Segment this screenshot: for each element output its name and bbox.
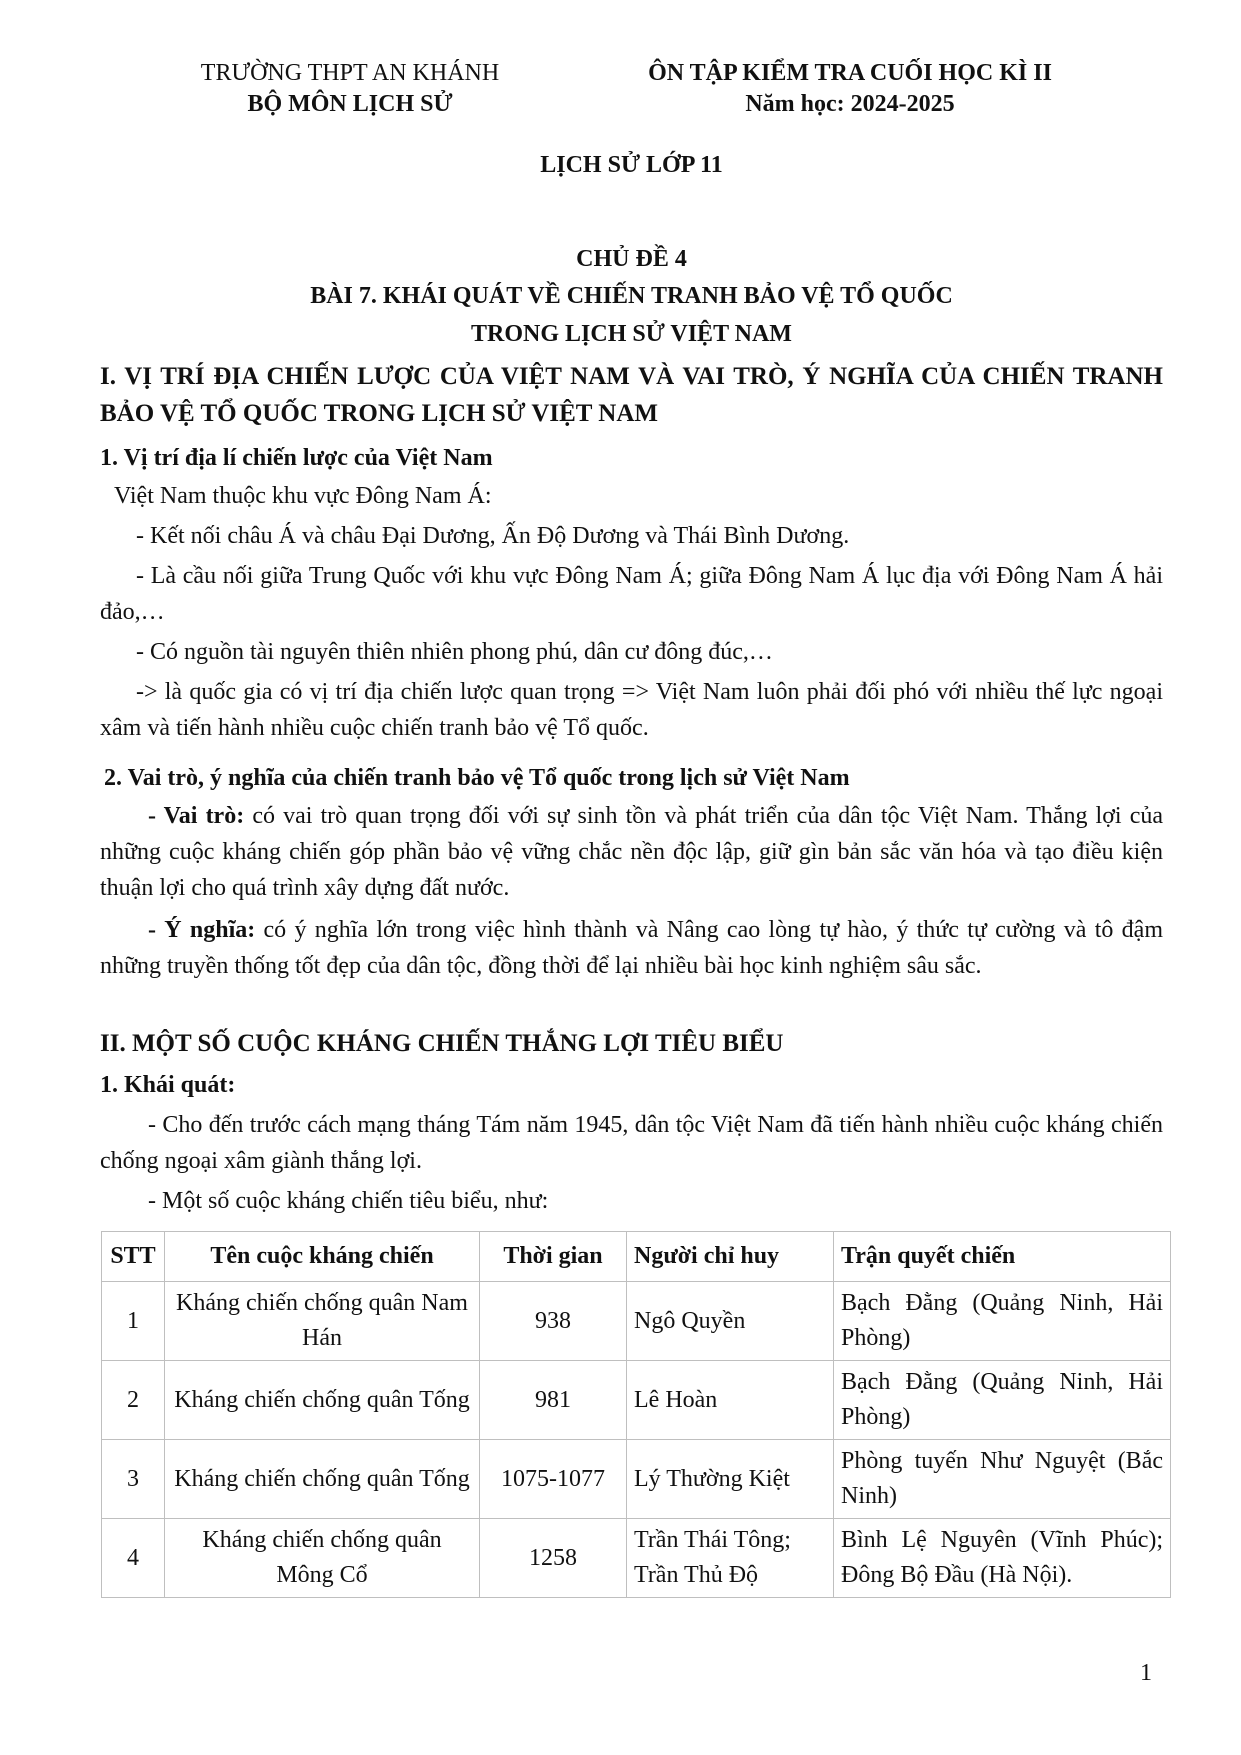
section1-sub1-body <box>100 478 1163 746</box>
section1-sub1-heading: 1. Vị trí địa lí chiến lược của Việt Nam <box>100 445 493 471</box>
table-row <box>102 1440 1171 1519</box>
section2-sub1-heading: 1. Khái quát: <box>100 1072 236 1098</box>
col-header-stt: STT <box>102 1232 165 1282</box>
cell-commander: Lý Thường Kiệt <box>627 1440 834 1519</box>
role-text: có vai trò quan trọng đối với sự sinh tồn và phát triển của dân tộc Việt Nam. Thắng lợi của những cuộc kháng chiến góp phần bảo vệ vững chắc nền độc lập, giữ gìn bản sắc văn hóa và tạo điều kiện thuận lợi cho quá trình xây dựng đất nước. <box>100 803 1163 901</box>
examples-intro: - Một số cuộc kháng chiến tiêu biểu, như: <box>148 1188 549 1214</box>
overview-paragraph: - Cho đến trước cách mạng tháng Tám năm 1945, dân tộc Việt Nam đã tiến hành nhiều cuộc kháng chiến chống ngoại xâm giành thắng lợi. <box>100 1112 1163 1174</box>
cell-battle: Phòng tuyến Như Nguyệt (Bắc Ninh) <box>834 1440 1171 1519</box>
col-header-time: Thời gian <box>480 1232 627 1282</box>
lesson-title-line1: BÀI 7. KHÁI QUÁT VỀ CHIẾN TRANH BẢO VỆ TỔ QUỐC <box>310 283 953 309</box>
cell-battle: Bạch Đằng (Quảng Ninh, Hải Phòng) <box>834 1282 1171 1361</box>
col-header-name: Tên cuộc kháng chiến <box>165 1232 480 1282</box>
lesson-title-line2: TRONG LỊCH SỬ VIỆT NAM <box>471 321 792 347</box>
page-number: 1 <box>1140 1660 1152 1686</box>
section1-sub2-body <box>100 798 1163 984</box>
resistance-wars-table <box>101 1231 1171 1598</box>
department-name: BỘ MÔN LỊCH SỬ <box>247 91 453 117</box>
col-header-battle: Trận quyết chiến <box>834 1232 1171 1282</box>
role-paragraph <box>100 798 1163 906</box>
cell-name: Kháng chiến chống quân Tống <box>165 1361 480 1440</box>
cell-battle: Bình Lệ Nguyên (Vĩnh Phúc); Đông Bộ Đầu (Hà Nội). <box>834 1519 1171 1598</box>
cell-stt: 3 <box>102 1440 165 1519</box>
cell-time: 1258 <box>480 1519 627 1598</box>
bullet-bridge: - Là cầu nối giữa Trung Quốc với khu vực Đông Nam Á; giữa Đông Nam Á lục địa với Đông Nam Á hải đảo,… <box>100 563 1163 625</box>
school-name: TRƯỜNG THPT AN KHÁNH <box>200 60 500 86</box>
subject-title: LỊCH SỬ LỚP 11 <box>540 152 723 178</box>
cell-stt: 2 <box>102 1361 165 1440</box>
cell-time: 1075-1077 <box>480 1440 627 1519</box>
intro-text: Việt Nam thuộc khu vực Đông Nam Á: <box>114 483 492 509</box>
cell-name: Kháng chiến chống quân Mông Cổ <box>165 1519 480 1598</box>
section2-sub1-body <box>100 1107 1163 1219</box>
cell-commander: Trần Thái Tông; Trần Thủ Độ <box>627 1519 834 1598</box>
table-row <box>102 1282 1171 1361</box>
conclusion-text: -> là quốc gia có vị trí địa chiến lược quan trọng => Việt Nam luôn phải đối phó với nhiều thế lực ngoại xâm và tiến hành nhiều cuộc chiến tranh bảo vệ Tổ quốc. <box>100 679 1163 741</box>
table-header-row <box>102 1232 1171 1282</box>
section2-heading: II. MỘT SỐ CUỘC KHÁNG CHIẾN THẮNG LỢI TIÊU BIỂU <box>100 1030 784 1057</box>
cell-battle: Bạch Đằng (Quảng Ninh, Hải Phòng) <box>834 1361 1171 1440</box>
section1-sub2-heading: 2. Vai trò, ý nghĩa của chiến tranh bảo vệ Tổ quốc trong lịch sử Việt Nam <box>104 765 850 791</box>
bullet-resources: - Có nguồn tài nguyên thiên nhiên phong phú, dân cư đông đúc,… <box>136 639 773 665</box>
cell-name: Kháng chiến chống quân Tống <box>165 1440 480 1519</box>
topic-title: CHỦ ĐỀ 4 <box>576 246 687 272</box>
meaning-paragraph <box>100 912 1163 984</box>
table-row <box>102 1361 1171 1440</box>
cell-commander: Lê Hoàn <box>627 1361 834 1440</box>
col-header-commander: Người chỉ huy <box>627 1232 834 1282</box>
cell-stt: 4 <box>102 1519 165 1598</box>
role-label: - Vai trò: <box>148 803 245 829</box>
cell-name: Kháng chiến chống quân Nam Hán <box>165 1282 480 1361</box>
exam-title: ÔN TẬP KIỂM TRA CUỐI HỌC KÌ II <box>648 60 1052 86</box>
table-row <box>102 1519 1171 1598</box>
meaning-label: - Ý nghĩa: <box>148 917 256 943</box>
exam-header <box>610 58 1090 120</box>
meaning-text: có ý nghĩa lớn trong việc hình thành và Nâng cao lòng tự hào, ý thức tự cường và tô đậm những truyền thống tốt đẹp của dân tộc, đồng thời để lại nhiều bài học kinh nghiệm sâu sắc. <box>100 917 1164 979</box>
school-year: Năm học: 2024-2025 <box>745 91 955 117</box>
cell-time: 981 <box>480 1361 627 1440</box>
section1-heading: I. VỊ TRÍ ĐỊA CHIẾN LƯỢC CỦA VIỆT NAM VÀ VAI TRÒ, Ý NGHĨA CỦA CHIẾN TRANH BẢO VỆ TỔ QUỐC TRONG LỊCH SỬ VIỆT NAM <box>100 363 1163 427</box>
cell-commander: Ngô Quyền <box>627 1282 834 1361</box>
cell-stt: 1 <box>102 1282 165 1361</box>
cell-time: 938 <box>480 1282 627 1361</box>
school-header <box>150 58 550 120</box>
bullet-connect: - Kết nối châu Á và châu Đại Dương, Ấn Độ Dương và Thái Bình Dương. <box>136 523 850 549</box>
